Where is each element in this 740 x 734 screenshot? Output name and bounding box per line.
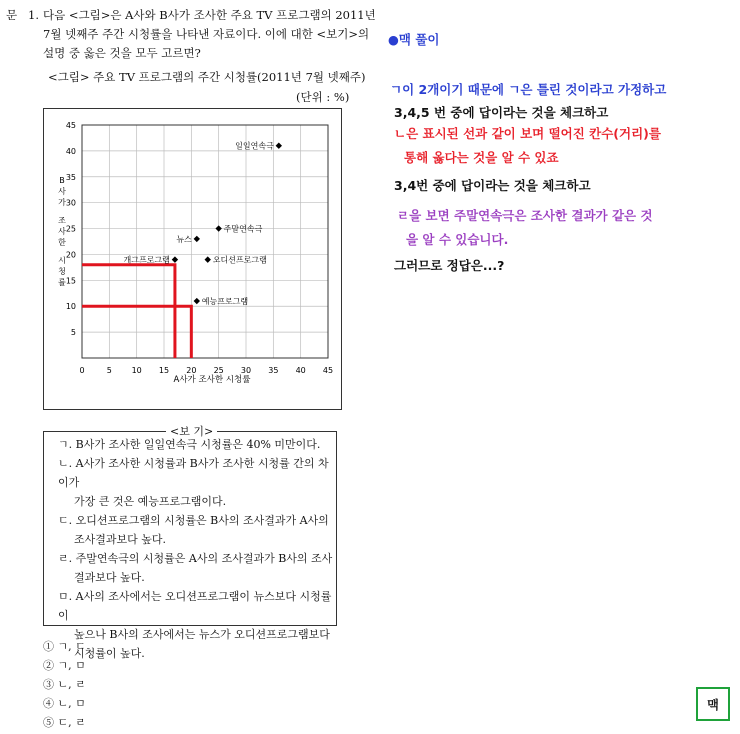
note-line-5: 3,4번 중에 답이라는 것을 체크하고	[394, 178, 591, 193]
figure-caption: <그림> 주요 TV 프로그램의 주간 시청률(2011년 7월 넷째주)	[48, 70, 366, 84]
bogi-item: 결과보다 높다.	[74, 571, 145, 584]
y-tick-label: 5	[70, 328, 76, 338]
choice-4[interactable]: ④ ㄴ, ㅁ	[43, 697, 86, 710]
y-tick-label: 30	[65, 198, 76, 208]
x-ticks	[79, 366, 333, 375]
data-point-marker	[194, 298, 200, 304]
bogi-item: 높으나 B사의 조사에서는 뉴스가 오디션프로그램보다	[74, 628, 330, 641]
data-point-label: 주말연속극	[223, 224, 263, 234]
y-axis-label-char: 가	[58, 198, 66, 207]
question-marker: 문	[6, 8, 18, 22]
plot-area	[82, 125, 328, 358]
x-tick-label: 35	[268, 366, 279, 375]
data-point-label: 일일연속극	[235, 141, 274, 151]
y-axis-label	[58, 176, 66, 287]
y-axis-label-char: 시	[58, 256, 66, 265]
data-point-marker	[215, 225, 221, 231]
question-number: 1.	[28, 8, 39, 22]
x-tick-label: 40	[295, 366, 306, 375]
x-axis-label: A사가 조사한 시청률	[173, 375, 251, 385]
question-line-3: 설명 중 옳은 것을 모두 고르면?	[43, 46, 201, 60]
note-line-8: 그러므로 정답은...?	[394, 258, 505, 273]
data-point-marker	[205, 256, 211, 262]
data-point-marker	[172, 256, 178, 262]
data-point-label: 예능프로그램	[201, 297, 249, 307]
y-axis-label-char: 사	[58, 187, 66, 196]
bogi-item: ㄴ. A사가 조사한 시청률과 B사가 조사한 시청률 간의 차이가	[58, 457, 329, 489]
y-ticks	[66, 121, 76, 337]
note-line-3: ㄴ은 표시된 선과 같이 보며 떨어진 칸수(거리)를	[394, 126, 661, 141]
note-line-7: 을 알 수 있습니다.	[406, 232, 509, 247]
chart-grid	[82, 125, 328, 358]
data-point-marker	[194, 236, 200, 242]
x-tick-label: 45	[322, 366, 334, 375]
y-axis-label-char: 사	[58, 227, 66, 236]
x-tick-label: 0	[79, 366, 85, 375]
data-points	[124, 141, 282, 306]
x-tick-label: 15	[158, 366, 170, 375]
note-line-4: 통해 옳다는 것을 알 수 있죠	[404, 150, 559, 165]
scatter-chart	[44, 109, 341, 409]
y-axis-label-char: 한	[58, 238, 66, 247]
choice-1[interactable]: ① ㄱ, ㄷ	[43, 640, 86, 653]
y-tick-label: 15	[65, 276, 76, 286]
notes-heading: ●맥 풀이	[388, 32, 440, 47]
choice-3[interactable]: ③ ㄴ, ㄹ	[43, 678, 86, 691]
data-point-label: 뉴스	[176, 234, 192, 244]
y-tick-label: 10	[65, 302, 76, 312]
y-axis-label-char: B	[59, 176, 65, 185]
y-tick-label: 35	[65, 172, 76, 182]
note-line-1: ㄱ이 2개이기 때문에 ㄱ은 틀린 것이라고 가정하고	[390, 82, 667, 97]
bogi-item: 시청률이 높다.	[74, 647, 145, 660]
y-axis-label-char: 청	[58, 267, 66, 276]
bogi-item: 조사결과보다 높다.	[74, 533, 167, 546]
x-tick-label: 5	[106, 366, 112, 375]
bogi-item: ㄹ. 주말연속극의 시청률은 A사의 조사결과가 B사의 조사	[58, 552, 333, 565]
x-tick-label: 20	[186, 366, 197, 375]
y-tick-label: 25	[65, 224, 76, 234]
choice-5[interactable]: ⑤ ㄷ, ㄹ	[43, 716, 86, 729]
y-tick-label: 45	[65, 121, 76, 130]
question-line-1: 다음 <그림>은 A사와 B사가 조사한 주요 TV 프로그램의 2011년	[43, 8, 376, 22]
bogi-item: ㅁ. A사의 조사에서는 오디션프로그램이 뉴스보다 시청률이	[58, 590, 332, 622]
unit-label: (단위 : %)	[296, 90, 350, 104]
x-tick-label: 25	[213, 366, 224, 375]
question-line-2: 7월 넷째주 주간 시청률을 나타낸 자료이다. 이에 대한 <보기>의	[43, 27, 370, 41]
data-point-marker	[276, 143, 282, 149]
x-tick-label: 30	[240, 366, 252, 375]
bogi-item: ㄷ. 오디션프로그램의 시청률은 B사의 조사결과가 A사의	[58, 514, 329, 527]
data-point-label: 오디션프로그램	[212, 255, 267, 265]
bogi-item: 가장 큰 것은 예능프로그램이다.	[74, 495, 227, 508]
bogi-item: ㄱ. B사가 조사한 일일연속극 시청률은 40% 미만이다.	[58, 438, 321, 451]
y-tick-label: 20	[65, 250, 76, 260]
mac-badge: 맥	[696, 687, 730, 721]
y-axis-label-char: 조	[58, 216, 66, 225]
red-guide-line	[82, 265, 175, 358]
bogi-list	[58, 435, 333, 663]
note-line-2: 3,4,5 번 중에 답이라는 것을 체크하고	[394, 105, 609, 120]
note-line-6: ㄹ을 보면 주말연속극은 조사한 결과가 같은 것	[397, 208, 653, 223]
y-tick-label: 40	[65, 146, 76, 156]
y-axis-label-char: 률	[58, 278, 66, 287]
x-tick-label: 10	[131, 366, 142, 375]
chart-frame	[43, 108, 342, 410]
choice-2[interactable]: ② ㄱ, ㅁ	[43, 659, 86, 672]
bogi-title: <보 기>	[166, 423, 217, 439]
data-point-label: 개그프로그램	[123, 255, 170, 265]
